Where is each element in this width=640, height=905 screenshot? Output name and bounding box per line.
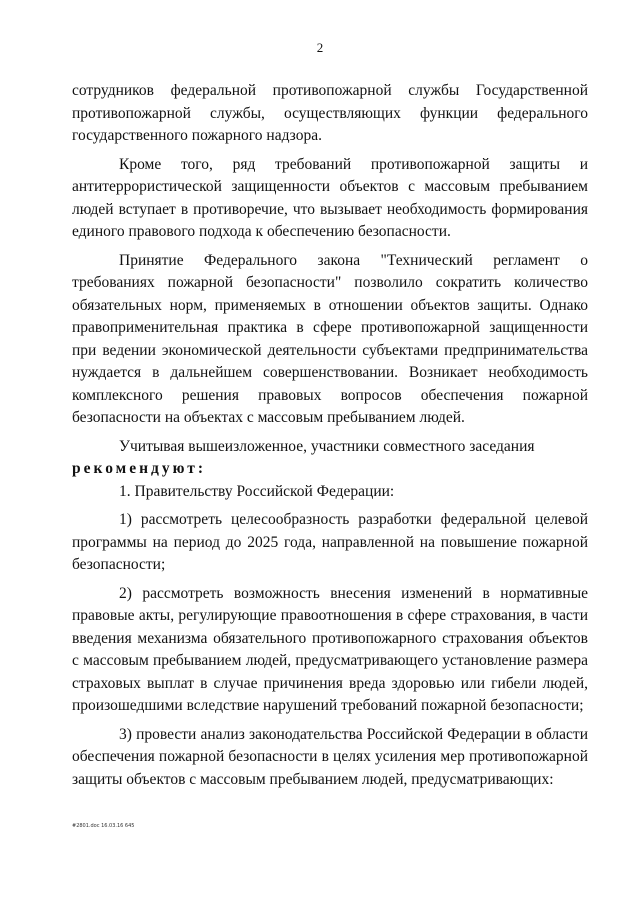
paragraph-8: 3) провести анализ законодательства Российской Федерации в области обеспечения пожарной безопасности в целях усиления мер противопожарной защиты объектов с массовым пребыванием людей, предусматривающих: [72,725,588,788]
footer-code: #2801.doc 16.03.16 645 [72,823,135,829]
emphasis-line [72,458,588,481]
paragraph-4: Учитывая вышеизложенное, участники совместного заседания [119,437,535,455]
recommend-word: рекомендуют: [72,460,207,477]
paragraph-2: Кроме того, ряд требований противопожарной защиты и антитеррористической защищенности объектов с массовым пребыванием людей вступает в противоречие, что вызывает необходимость формирования единого правового подхода к обеспечению безопасности. [72,155,588,240]
paragraph-7: 2) рассмотреть возможность внесения изменений в нормативные правовые акты, регулирующие правоотношения в сфере страхования, в части введения механизма обязательного противопожарного страхования объектов с массовым пребыванием людей, предусматривающего установление размера страховых выплат в случае причинения вреда здоровью или гибели людей, произошедшими вследствие нарушений требований пожарной безопасности; [72,584,588,714]
paragraph-3: Принятие Федерального закона "Технический регламент о требованиях пожарной безопасности" позволило сократить количество обязательных норм, применяемых в отношении объектов защиты. Однако правоприменительная практика в сфере противопожарной защищенности при ведении экономической деятельности субъектами предпринимательства нуждается в дальнейшем совершенствовании. Возникает необходимость комплексного решения правовых вопросов обеспечения пожарной безопасности на объектах с массовым пребыванием людей. [72,251,588,426]
paragraph-5: 1. Правительству Российской Федерации: [119,482,395,500]
page-number: 2 [316,40,324,55]
paragraph-1: сотрудников федеральной противопожарной службы Государственной противопожарной службы, осуществляющих функции федерального государственного пожарного надзора. [72,82,588,144]
paragraph-6: 1) рассмотреть целесообразность разработки федеральной целевой программы на период до 2025 года, направленной на повышение пожарной безопасности; [72,511,588,573]
document-body [72,80,588,791]
